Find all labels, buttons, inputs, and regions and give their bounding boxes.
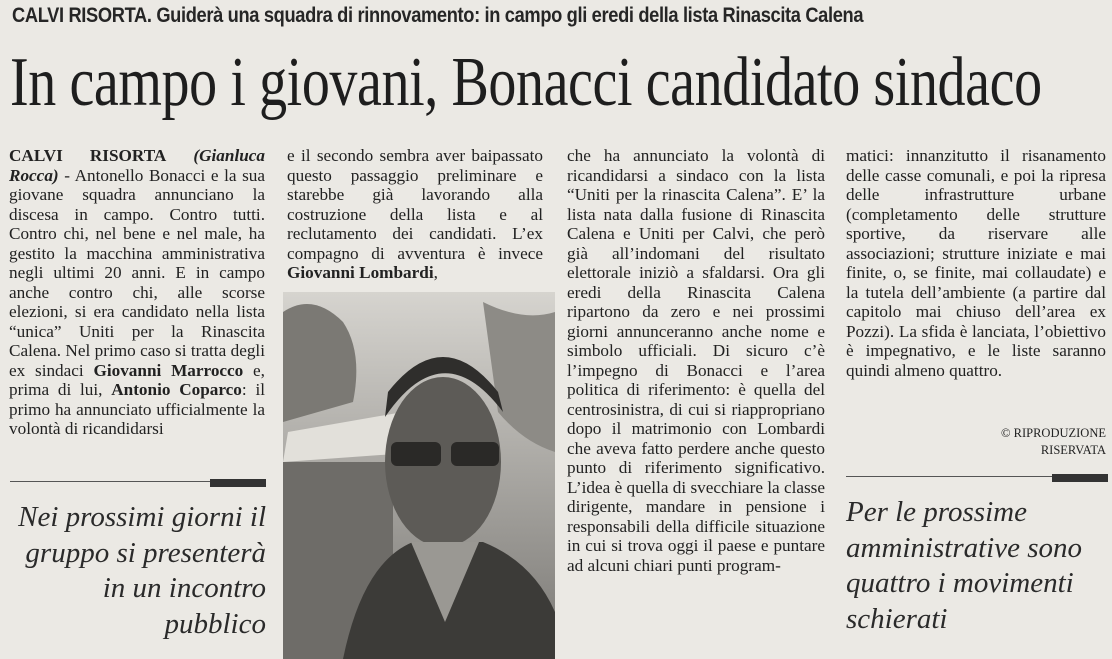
byline-author: (Gianluca Rocca) [9,146,265,185]
paragraph [287,146,543,283]
body-text: - Antonello Bonacci e la sua giovane squadra annunciano la discesa in campo. Contro tutti. Contro chi, nel bene e nel male, ha gestito la macchina amministrativa negli ultimi 20 anni. E in campo anche contro chi, alle scorse elezioni, si era candidato nella lista “unica” Uniti per la Rinascita Calena. Nel primo caso si tratta degli ex sindaci [9,165,265,380]
article-headline: In campo i giovani, Bonacci candidato sindaco [10,44,1042,121]
paragraph: matici: innanzitutto il risanamento delle casse comunali, e poi la ripresa delle infrastrutture urbane (completamento delle strutture sportive, da riservare alle associazioni; strutture iniziate e mai finite, o, se finite, mai collaudate) e la tutela dell’ambiente (a partire dal capitolo mai chiuso dell’area ex Pozzi). La sfida è lanciata, l’obiettivo è impegnativo, e le liste saranno quindi almeno quattro. [846,146,1106,380]
paragraph [9,146,265,439]
pullquote-left: Nei prossimi giorni il gruppo si presenterà in un incontro pubblico [18,501,266,640]
article-column-1 [9,146,265,439]
copyright-line: © RIPRODUZIONE [1001,426,1106,440]
body-text: , [433,263,438,282]
paragraph: che ha annunciato la volontà di ricandidarsi a sindaco con la lista “Uniti per la rinascita Calena”. E’ la lista nata dalla fusione di Rinascita Calena e Uniti per Calvi, che però già all’indomani del risultato elettorale iniziò a sfaldarsi. Ora gli eredi della Rinascita Calena ripartono da zero e nei prossimi giorni annunceranno anche nome e simbolo ufficiali. Di sicuro c’è l’impegno di Bonacci e l’area politica di riferimento: è quella del centrosinistra, di cui si riappropriano dopo il matrimonio con Lombardi che aveva fatto perdere anche questo punto di riferimento significativo. L’idea è quella di svecchiare la classe dirigente, mandare in pensione i responsabili della difficile situazione in cui si trova oggi il paese e puntare ad alcuni chiari punti program- [567,146,826,575]
candidate-photo [283,292,555,659]
glasses-lens [391,442,441,466]
article-column-3 [567,146,825,575]
pullquote-rule [846,474,1108,480]
name-lombardi: Giovanni Lombardi [287,263,434,282]
rule-line [846,476,1080,477]
copyright-line: RISERVATA [1040,443,1106,457]
rule-bar [1052,474,1108,482]
body-text: e, prima di lui, [9,360,265,399]
article-kicker: CALVI RISORTA. Guiderà una squadra di rinnovamento: in campo gli eredi della lista Rinascita Calena [12,4,864,27]
glasses-lens [451,442,499,466]
pullquote-right: Per le prossime amministrative sono quattro i movimenti schierati [846,496,1083,635]
article-column-4 [846,146,1106,380]
body-text: e il secondo sembra aver baipassato questo passaggio preliminare e starebbe già lavorando alla costruzione della lista e al reclutamento dei candidati. L’ex compagno di avventura è invece [287,146,543,263]
rule-bar [210,479,266,487]
body-text: : il primo ha annunciato ufficialmente la volontà di ricandidarsi [9,380,266,438]
copyright-notice [960,425,1106,459]
name-marrocco: Giovanni Marrocco [93,360,244,380]
article-column-2 [287,146,543,283]
name-coparco: Antonio Coparco [111,380,242,399]
byline-place: CALVI RISORTA [9,146,167,165]
photo-illustration [283,292,555,659]
pullquote-rule [10,479,266,485]
rule-line [10,481,238,482]
